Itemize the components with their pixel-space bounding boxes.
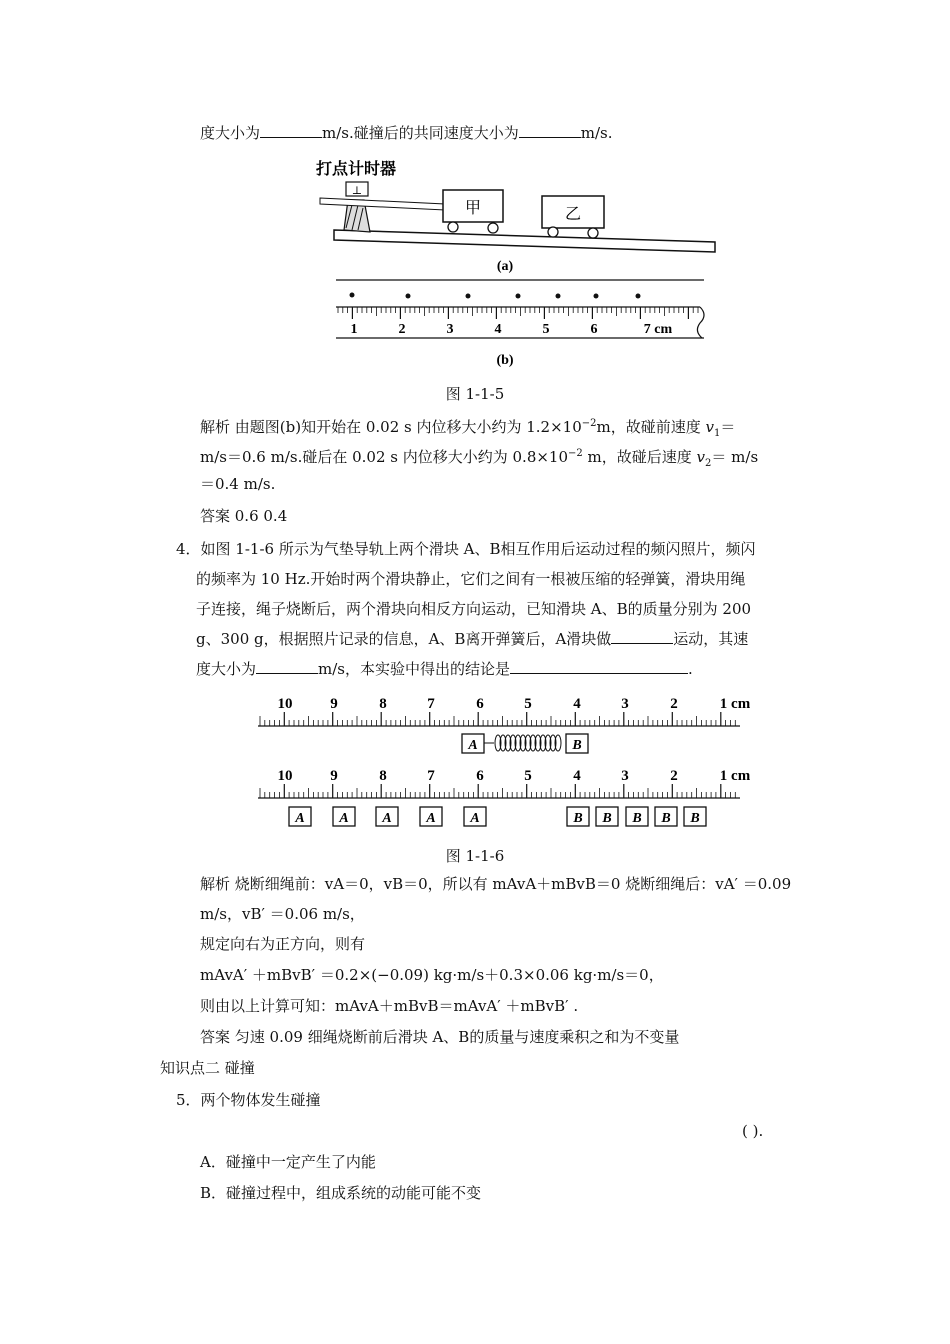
answer-blank: [519, 123, 581, 138]
svg-text:9: 9: [330, 768, 338, 784]
q4-line-5: [196, 659, 693, 679]
svg-text:A: A: [470, 811, 480, 826]
svg-text:2: 2: [670, 768, 678, 784]
svg-text:3: 3: [621, 696, 629, 712]
svg-text:A: A: [295, 811, 305, 826]
svg-text:A: A: [382, 811, 392, 826]
svg-text:6: 6: [476, 696, 484, 712]
q4-text: 度大小为: [196, 660, 257, 678]
timer-label: 打点计时器: [316, 161, 397, 178]
q4-text: .: [688, 660, 693, 678]
solution-text: m/s＝0.6 m/s.碰后在 0.02 s 内位移大小约为 0.8×10: [200, 448, 569, 466]
q4-solution-line-5: 则由以上计算可知：mAvA＋mBvB＝mAvA′ ＋mBvB′ .: [200, 997, 579, 1015]
velocity-symbol: v: [696, 448, 706, 466]
bottom-ruler-numbers: [278, 768, 751, 784]
ruler-1-1-5-numbers: [351, 322, 673, 337]
figure-label-a: (a): [496, 259, 514, 274]
svg-text:B: B: [632, 811, 642, 826]
q4-line-2: 的频率为 10 Hz.开始时两个滑块静止，它们之间有一根被压缩的轻弹簧，滑块用绳: [196, 570, 746, 588]
incline-board: [334, 230, 715, 252]
svg-text:A: A: [426, 811, 436, 826]
top-ruler-ticks: [260, 712, 735, 726]
svg-text:1 cm: 1 cm: [719, 696, 751, 712]
solution-text: ＝: [720, 418, 736, 436]
svg-text:5: 5: [524, 768, 532, 784]
svg-text:2: 2: [670, 696, 678, 712]
svg-text:B: B: [661, 811, 671, 826]
q3-answer: 答案 0.6 0.4: [200, 507, 288, 525]
svg-text:1: 1: [350, 322, 358, 337]
velocity-symbol: v: [705, 418, 714, 436]
spring-icon: [484, 735, 561, 751]
q4-line-4: [196, 629, 748, 649]
svg-text:7: 7: [427, 696, 435, 712]
q3-solution-line-3: ＝0.4 m/s.: [200, 475, 276, 493]
exponent: −2: [581, 418, 597, 429]
subscript: 1: [714, 428, 721, 439]
q3-tail-line: [200, 123, 613, 143]
q4-solution-line-4: mAvA′ ＋mBvB′ ＝0.2×(−0.09) kg·m/s＋0.3×0.06 kg·m/s＝0，: [200, 966, 664, 984]
q4-solution-line-3: 规定向右为正方向，则有: [200, 935, 366, 953]
svg-text:10: 10: [277, 768, 293, 784]
svg-text:3: 3: [446, 322, 454, 337]
figure-caption-1-1-5: 图 1-1-5: [445, 385, 505, 403]
top-ruler-numbers: [278, 696, 751, 712]
tape-dots: [350, 293, 641, 299]
q4-answer: 答案 匀速 0.09 细绳烧断前后滑块 A、B的质量与速度乘积之和为不变量: [200, 1028, 680, 1046]
svg-text:A: A: [339, 811, 349, 826]
svg-text:7 cm: 7 cm: [643, 322, 673, 337]
q5-answer-paren: ( ).: [742, 1122, 764, 1140]
svg-text:B: B: [573, 811, 583, 826]
solution-text: m，故碰前速度: [596, 418, 706, 436]
q4-text: m/s，本实验中得出的结论是: [318, 660, 510, 678]
cart-jia-label: 甲: [464, 200, 482, 217]
q4-solution-line-2: m/s，vB′ ＝0.06 m/s，: [200, 905, 365, 923]
q3-tail-text: m/s.碰撞后的共同速度大小为: [322, 124, 519, 142]
q4-text: 运动，其速: [673, 630, 749, 648]
figure-caption-1-1-6: 图 1-1-6: [445, 847, 505, 865]
answer-blank: [256, 659, 318, 674]
q5-stem: 5．两个物体发生碰撞: [176, 1091, 321, 1109]
q5-option-b: B．碰撞过程中，组成系统的动能可能不变: [200, 1184, 482, 1202]
answer-blank: [611, 629, 673, 644]
figure-label-b: (b): [496, 353, 514, 368]
svg-text:5: 5: [542, 322, 550, 337]
answer-blank: [510, 659, 688, 674]
b-block-series: [567, 807, 706, 826]
svg-text:4: 4: [573, 696, 581, 712]
q3-solution-line-2: [200, 444, 758, 474]
svg-text:B: B: [690, 811, 700, 826]
solution-text: ＝ m/s: [711, 448, 759, 466]
exponent: −2: [568, 448, 583, 459]
svg-text:A: A: [468, 738, 478, 753]
q3-tail-text: 度大小为: [200, 124, 261, 142]
svg-text:9: 9: [330, 696, 338, 712]
q4-solution-line-1: 解析 烧断细绳前：vA＝0，vB＝0，所以有 mAvA＋mBvB＝0 烧断细绳后：vA′ ＝0.09: [200, 875, 792, 893]
svg-text:4: 4: [494, 322, 502, 337]
svg-text:7: 7: [427, 768, 435, 784]
svg-text:3: 3: [621, 768, 629, 784]
answer-blank: [260, 123, 322, 138]
svg-text:⊥: ⊥: [351, 185, 363, 197]
q4-text: g、300 g，根据照片记录的信息，A、B离开弹簧后，A滑块做: [196, 630, 612, 648]
figure-1-1-5: [300, 150, 720, 380]
q4-line-3: 子连接，绳子烧断后，两个滑块向相反方向运动，已知滑块 A、B的质量分别为 200: [196, 600, 752, 618]
svg-text:6: 6: [590, 322, 598, 337]
paper-tape: [320, 198, 445, 210]
q3-tail-text: m/s.: [580, 124, 613, 142]
svg-text:2: 2: [398, 322, 406, 337]
svg-text:6: 6: [476, 768, 484, 784]
solution-text: 解析 由题图(b)知开始在 0.02 s 内位移大小约为 1.2×10: [200, 418, 582, 436]
svg-text:1 cm: 1 cm: [719, 768, 751, 784]
svg-text:B: B: [572, 738, 582, 753]
svg-text:5: 5: [524, 696, 532, 712]
a-block-series: [289, 807, 486, 826]
svg-text:10: 10: [277, 696, 293, 712]
svg-text:4: 4: [573, 768, 581, 784]
section-heading: 知识点二 碰撞: [160, 1059, 255, 1077]
q4-line-1: 4．如图 1-1-6 所示为气垫导轨上两个滑块 A、B相互作用后运动过程的频闪照片，频闪: [176, 540, 756, 558]
cart-yi-label: 乙: [564, 206, 582, 223]
figure-1-1-6: [250, 688, 770, 833]
subscript: 2: [705, 458, 712, 469]
q3-solution-line-1: [200, 414, 735, 444]
solution-text: m，故碰后速度: [582, 448, 697, 466]
svg-text:8: 8: [379, 696, 387, 712]
svg-text:B: B: [602, 811, 612, 826]
bottom-ruler-ticks: [260, 784, 735, 798]
q5-option-a: A．碰撞中一定产生了内能: [200, 1153, 376, 1171]
ruler-1-1-5: [338, 307, 698, 319]
svg-text:8: 8: [379, 768, 387, 784]
